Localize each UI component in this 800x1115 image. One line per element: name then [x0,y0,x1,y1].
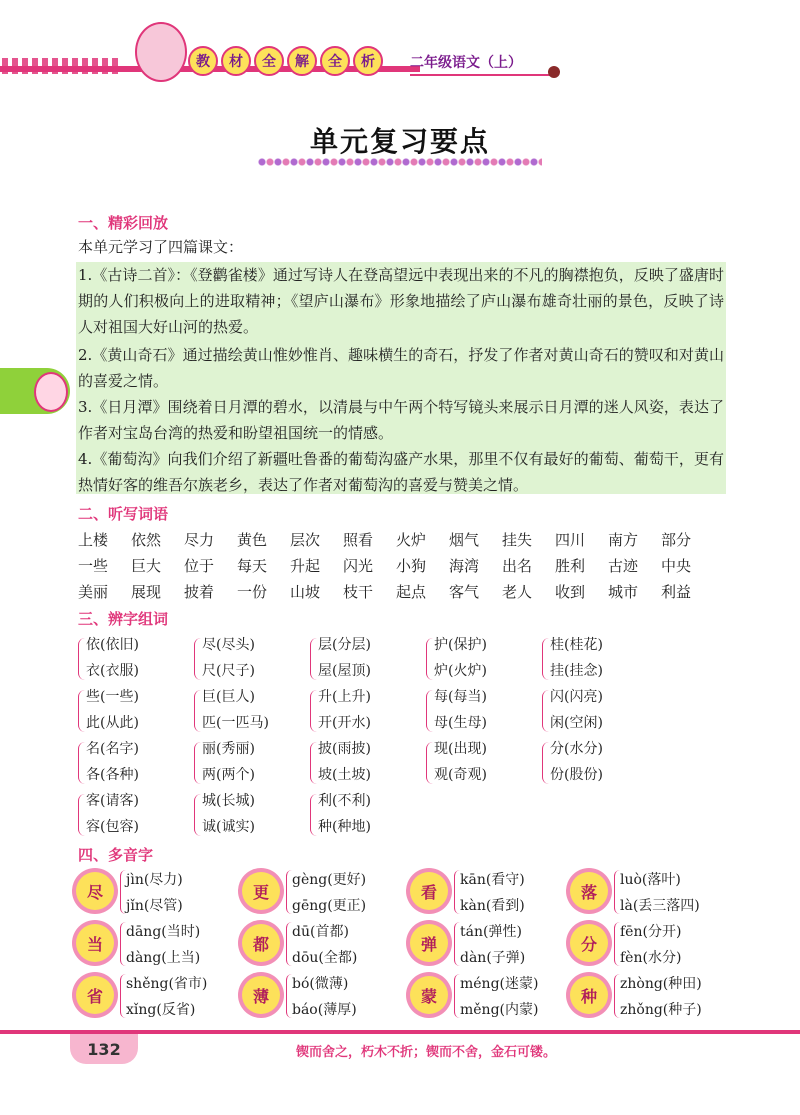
reading: gèng(更好) [292,872,367,888]
reading: kān(看守) [460,872,525,888]
page-number: 132 [70,1034,138,1064]
pair-word: 城(长城) [202,793,255,809]
reading: báo(薄厚) [292,1002,357,1018]
brace-icon [310,638,317,680]
dictation-word: 挂失 [502,530,533,549]
brand-char: 教 [188,46,218,76]
polyphone-item [570,918,740,970]
pair-word: 现(出现) [434,741,487,757]
dictation-word: 利益 [661,582,692,601]
brace-icon [194,638,201,680]
polyphone-item [242,866,412,918]
dictation-word: 海湾 [449,556,480,575]
pair-word: 层(分层) [318,637,371,653]
flower-char-icon: 当 [76,924,114,962]
dictation-word: 南方 [608,530,639,549]
reading: méng(迷蒙) [460,976,539,992]
brace-icon [194,742,201,784]
dictation-word: 黄色 [237,530,268,549]
dictation-word: 一份 [237,582,268,601]
brand-logo [188,46,383,76]
flower-char-icon: 弹 [410,924,448,962]
pair-word: 诚(诚实) [202,819,255,835]
section-heading-distinguish: 三、辨字组词 [78,610,169,628]
brace-icon [542,690,549,732]
reading: dōu(全都) [292,950,358,966]
section-heading-dictation: 二、听写词语 [78,505,169,523]
reading: shěng(省市) [126,976,208,992]
dictation-row [78,526,718,552]
reading: zhǒng(种子) [620,1002,702,1018]
dictation-word: 中央 [661,556,692,575]
dictation-word: 展现 [131,582,162,601]
lesson-summary: 2.《黄山奇石》通过描绘黄山惟妙惟肖、趣味横生的奇石，抒发了作者对黄山奇石的赞叹和对黄山的喜爱之情。 [78,346,724,390]
reading: bó(微薄) [292,976,349,992]
brace-icon [78,742,85,784]
pair-word: 尺(尺子) [202,663,255,679]
flower-char-icon: 更 [242,872,280,910]
dictation-word: 升起 [290,556,321,575]
pair-word: 分(水分) [550,741,603,757]
pair-word: 利(不利) [318,793,371,809]
pair-word: 升(上升) [318,689,371,705]
pair-word: 依(依旧) [86,637,139,653]
reading: zhòng(种田) [620,976,702,992]
pair-word: 丽(秀丽) [202,741,255,757]
reading: dū(首都) [292,924,349,940]
pair-word: 名(名字) [86,741,139,757]
dictation-word: 老人 [502,582,533,601]
page-title: 单元复习要点 [309,125,490,158]
dictation-row [78,552,718,578]
pair-word: 闲(空闲) [550,715,603,731]
dictation-row [78,578,718,604]
lesson-summary: 3.《日月潭》围绕着日月潭的碧水，以清晨与中午两个特写镜头来展示日月潭的迷人风姿，表达了作者对宝岛台湾的热爱和盼望祖国统一的情感。 [78,398,724,442]
brand-char: 析 [353,46,383,76]
dictation-word: 火炉 [396,530,427,549]
dictation-word: 古迹 [608,556,639,575]
title-ornament [258,158,542,166]
pair-word: 些(一些) [86,689,139,705]
dictation-word: 胜利 [555,556,586,575]
mascot-icon [34,372,68,412]
dictation-word: 披着 [184,582,215,601]
reading: měng(内蒙) [460,1002,539,1018]
dictation-word: 一些 [78,556,109,575]
lesson-summary: 4.《葡萄沟》向我们介绍了新疆吐鲁番的葡萄沟盛产水果，那里不仅有最好的葡萄、葡萄干，更有热情好客的维吾尔族老乡，表达了作者对葡萄沟的喜爱与赞美之情。 [78,450,724,494]
pen-icon [548,66,560,78]
dictation-word: 四川 [555,530,586,549]
dictation-word: 枝干 [343,582,374,601]
flower-char-icon: 尽 [76,872,114,910]
brand-char: 材 [221,46,251,76]
section-heading-review: 一、精彩回放 [78,214,169,232]
flower-char-icon: 蒙 [410,976,448,1014]
brace-icon [542,742,549,784]
pair-word: 观(奇观) [434,767,487,783]
polyphone-item [570,970,740,1022]
polyphone-item [242,970,412,1022]
pair-word: 此(从此) [86,715,139,731]
flower-char-icon: 看 [410,872,448,910]
dictation-word: 每天 [237,556,268,575]
pair-word: 护(保护) [434,637,487,653]
dictation-word: 出名 [502,556,533,575]
polyphone-item [76,918,246,970]
brace-icon [542,638,549,680]
dictation-word: 烟气 [449,530,480,549]
polyphone-item [410,918,580,970]
pair-word: 份(股份) [550,767,603,783]
brace-icon [194,794,201,836]
dictation-word: 巨大 [131,556,162,575]
reading: fēn(分开) [620,924,682,940]
flower-char-icon: 都 [242,924,280,962]
brace-icon [426,742,433,784]
dictation-word: 依然 [131,530,162,549]
polyphone-item [76,866,246,918]
flower-char-icon: 分 [570,924,608,962]
reading: gēng(更正) [292,898,367,914]
page-header [0,0,800,110]
pair-word: 闪(闪亮) [550,689,603,705]
brace-icon [78,794,85,836]
pair-word: 开(开水) [318,715,371,731]
polyphone-item [410,970,580,1022]
pair-word: 种(种地) [318,819,371,835]
section-intro: 本单元学习了四篇课文： [78,238,244,256]
brand-char: 解 [287,46,317,76]
section-heading-polyphones: 四、多音字 [78,846,154,864]
pair-word: 衣(衣服) [86,663,139,679]
pair-word: 披(雨披) [318,741,371,757]
brace-icon [426,638,433,680]
reading: jìn(尽力) [126,872,183,888]
brace-icon [194,690,201,732]
reading: là(丢三落四) [620,898,700,914]
flower-char-icon: 种 [570,976,608,1014]
pair-word: 屋(屋顶) [318,663,371,679]
dictation-word: 美丽 [78,582,109,601]
pair-word: 桂(桂花) [550,637,603,653]
footer-motto: 锲而舍之，朽木不折；锲而不舍，金石可镂。 [296,1045,557,1060]
polyphone-item [570,866,740,918]
brace-icon [426,690,433,732]
dictation-word: 闪光 [343,556,374,575]
brand-char: 全 [254,46,284,76]
pair-word: 匹(一匹马) [202,715,269,731]
pair-word: 母(生母) [434,715,487,731]
reading: dàn(子弹) [460,950,526,966]
flower-char-icon: 省 [76,976,114,1014]
reading: luò(落叶) [620,872,681,888]
brand-char: 全 [320,46,350,76]
polyphone-item [410,866,580,918]
pair-word: 炉(火炉) [434,663,487,679]
flower-char-icon: 薄 [242,976,280,1014]
reading: fèn(水分) [620,950,682,966]
brace-icon [78,638,85,680]
pair-word: 各(各种) [86,767,139,783]
flower-char-icon: 落 [570,872,608,910]
brace-icon [78,690,85,732]
pair-word: 每(每当) [434,689,487,705]
reading: dāng(当时) [126,924,201,940]
pair-word: 容(包容) [86,819,139,835]
dictation-word: 尽力 [184,530,215,549]
dictation-word: 照看 [343,530,374,549]
dictation-word: 山坡 [290,582,321,601]
dictation-word: 小狗 [396,556,427,575]
reading: kàn(看到) [460,898,525,914]
dictation-word: 层次 [290,530,321,549]
dictation-word: 收到 [555,582,586,601]
dictation-word: 起点 [396,582,427,601]
dictation-word: 城市 [608,582,639,601]
reading: tán(弹性) [460,924,522,940]
brace-icon [310,794,317,836]
dictation-word: 客气 [449,582,480,601]
pair-word: 客(请客) [86,793,139,809]
dictation-word: 部分 [661,530,692,549]
polyphone-item [76,970,246,1022]
brace-icon [310,690,317,732]
reading: dàng(上当) [126,950,201,966]
pair-word: 挂(挂念) [550,663,603,679]
dictation-grid [78,526,718,604]
cartoon-girl-icon [135,22,187,82]
reading: xǐng(反省) [126,1002,196,1018]
reading: jǐn(尽管) [126,898,183,914]
pair-word: 两(两个) [202,767,255,783]
lesson-summary: 1.《古诗二首》：《登鹳雀楼》通过写诗人在登高望远中表现出来的不凡的胸襟抱负，反映了盛唐时期的人们积极向上的进取精神；《望庐山瀑布》形象地描绘了庐山瀑布雄奇壮丽的景色，反映了诗人对祖国大好山河的热爱。 [78,266,724,336]
polyphone-item [242,918,412,970]
dictation-word: 位于 [184,556,215,575]
pair-word: 坡(土坡) [318,767,371,783]
brace-icon [310,742,317,784]
header-underline [410,74,550,76]
dictation-word: 上楼 [78,530,109,549]
pair-word: 尽(尽头) [202,637,255,653]
pair-word: 巨(巨人) [202,689,255,705]
header-subtitle: 二年级语文（上） [410,55,522,71]
